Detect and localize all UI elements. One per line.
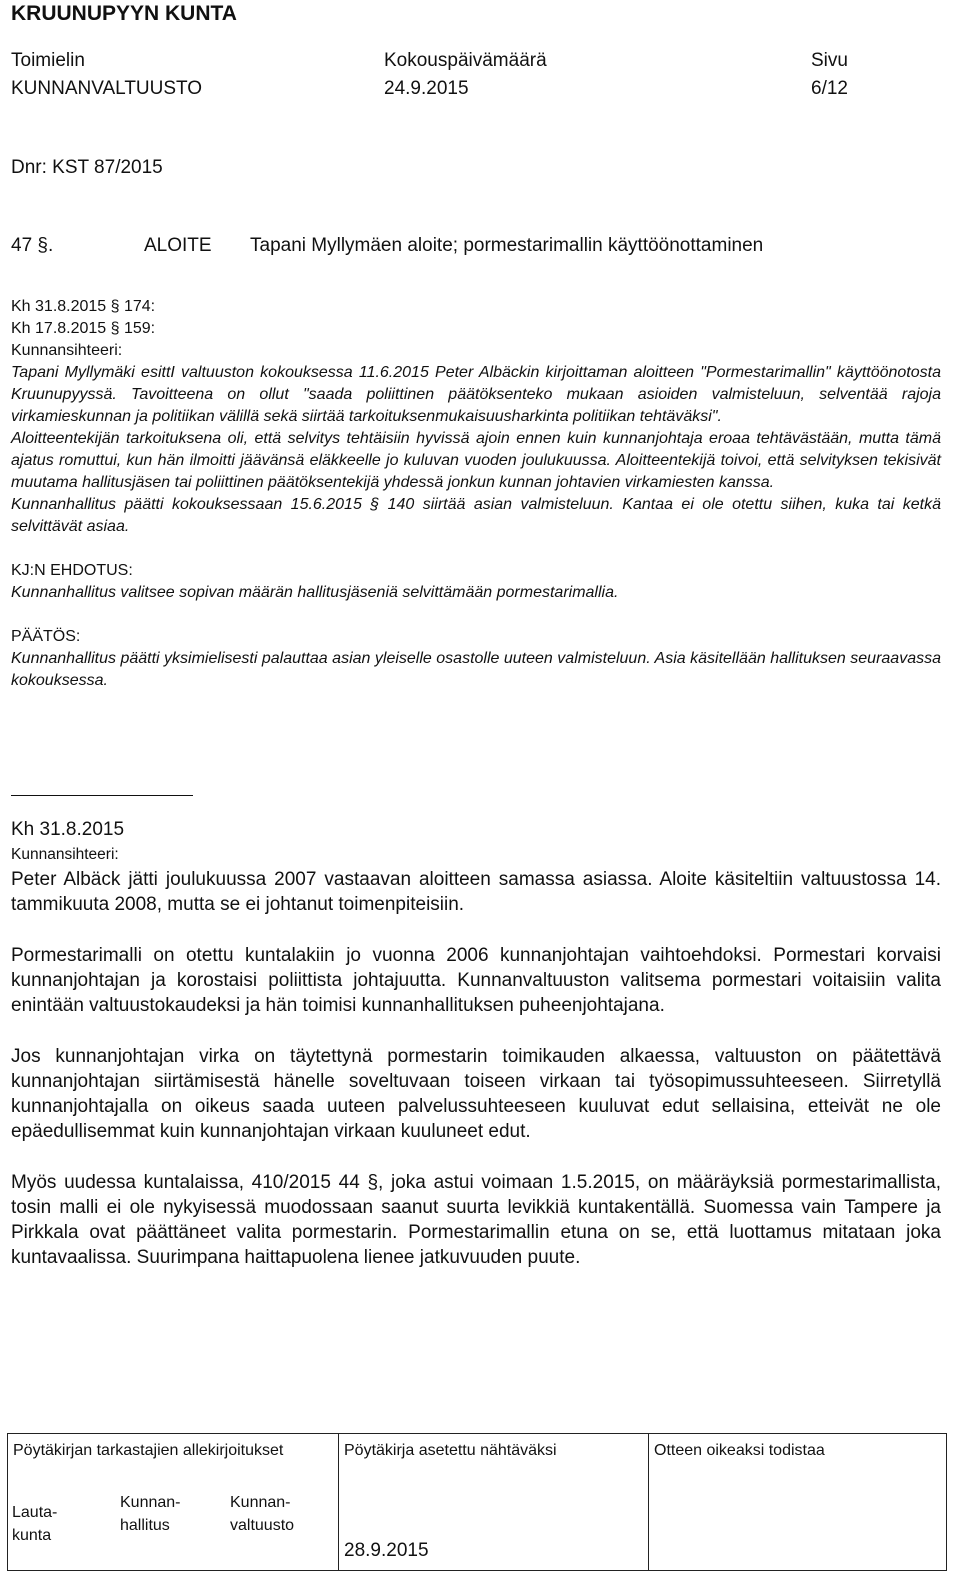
record-number: Dnr: KST 87/2015 xyxy=(11,157,163,178)
date-label: Kokouspäivämäärä xyxy=(384,50,547,71)
section-type: ALOITE xyxy=(144,235,212,256)
organ-value: KUNNANVALTUUSTO xyxy=(11,78,203,99)
footer-board-label-2: kunta xyxy=(12,1527,52,1544)
footer-posted-title: Pöytäkirja asetettu nähtäväksi xyxy=(344,1442,557,1459)
section-divider xyxy=(11,795,193,796)
footer-divider-1 xyxy=(338,1434,339,1570)
page-value: 6/12 xyxy=(811,78,848,99)
decision-text: Kunnanhallitus päätti yksimielisesti palauttaa asian yleiselle osastolle uuteen valmisteluun. Asia käsitellään hallituksen seuraavassa kokouksessa. xyxy=(11,650,941,689)
main-paragraph-2: Pormestarimalli on otettu kuntalakiin jo vuonna 2006 kunnanjohtajan vaihtoehdoksi. Pormestari korvaisi kunnanjohtajan ja korostaisi poliittista johtajuutta. Kunnanvaltuuston valitsema pormestari voitaisiin valita enintään valtuustokaudeksi ja hän toimisi kunnanhallituksen puheenjohtajana. xyxy=(11,945,941,1016)
footer-divider-2 xyxy=(648,1434,649,1570)
footer-assembly-label-2: valtuusto xyxy=(230,1517,295,1534)
footer-board-label-1: Lauta- xyxy=(12,1504,58,1521)
organization-name: KRUUNUPYYN KUNTA xyxy=(11,2,237,25)
section-title: Tapani Myllymäen aloite; pormestarimallin käyttöönottaminen xyxy=(250,235,764,256)
proposal-label: KJ:N EHDOTUS: xyxy=(11,562,133,579)
history-paragraph-2: Aloitteentekijän tarkoituksena oli, että selvitys tehtäisiin hyvissä ajoin ennen kuin kunnanjohtaja eroaa tehtävästään, mutta tämä ajatus romuttui, kun hän ilmoitti jäävänsä eläkkeelle jo kuluvan vuoden joulukuussa. Aloitteentekijä toivoi, että selvityksen tekisivät muutama hallitusjäsen tai poliittinen päätöksentekijä yhdessä jonkun kunnan johtavien virkamiesten kanssa. xyxy=(11,430,941,491)
kh-date: Kh 31.8.2015 xyxy=(11,819,125,840)
footer-council-label-2: hallitus xyxy=(120,1517,170,1534)
section-number: 47 §. xyxy=(11,235,54,256)
date-value: 24.9.2015 xyxy=(384,78,469,99)
signature-footer xyxy=(7,1433,947,1571)
organ-label: Toimielin xyxy=(11,50,85,71)
main-paragraph-1: Peter Albäck jätti joulukuussa 2007 vastaavan aloitteen samassa asiassa. Aloite käsiteltiin valtuustossa 14. tammikuuta 2008, mutta se ei johtanut toimenpiteisiin. xyxy=(11,869,941,915)
footer-assembly-label-1: Kunnan- xyxy=(230,1494,291,1511)
history-paragraph-1: Tapani Myllymäki esittI valtuuston kokouksessa 11.6.2015 Peter Albäckin kirjoittaman aloitteen "Pormestarimallin" käyttöönotosta Kruunupyyssä. Tavoitteena on ollut "saada poliittinen päätöksenteko mukaan asioiden valmisteluun, selventää rajoja virkamieskunnan ja politiikan välillä sekä siirtää tarkoituksenmukaisuusharkinta politiikan tehtäväksi". xyxy=(11,364,941,425)
main-block xyxy=(11,817,941,1270)
main-paragraph-4: Myös uudessa kuntalaissa, 410/2015 44 §, joka astui voimaan 1.5.2015, on määräyksiä pormestarimallista, tosin malli ei ole nykyisessä muodossaan saanut suurta levikkiä kuntakentällä. Suomessa vain Tampere ja Pirkkala ovat päättäneet valita pormestarin. Pormestarimallin etuna on se, että luottamus mitataan joka kuntavaalissa. Suurimpana haittapuolena lienee jatkuvuuden puute. xyxy=(11,1172,941,1268)
footer-signatures-title: Pöytäkirjan tarkastajien allekirjoitukset xyxy=(13,1442,284,1459)
secretary-label: Kunnansihteeri: xyxy=(11,846,119,863)
proposal-text: Kunnanhallitus valitsee sopivan määrän hallitusjäseniä selvittämään pormestarimallia. xyxy=(11,584,619,601)
footer-council-label-1: Kunnan- xyxy=(120,1494,181,1511)
history-block xyxy=(11,296,941,692)
history-kh-entry-1: Kh 31.8.2015 § 174: xyxy=(11,298,156,315)
history-kh-entry-2: Kh 17.8.2015 § 159: xyxy=(11,320,156,337)
page-label: Sivu xyxy=(811,50,848,71)
main-paragraph-3: Jos kunnanjohtajan virka on täytettynä pormestarin toimikauden alkaessa, valtuuston on päätettävä kunnanjohtajan siirtämisestä hänelle soveltuvaan toiseen virkaan tai työsopimussuhteeseen. Siirretyllä kunnanjohtajalla on oikeus saada uuteen palvelussuhteeseen kuuluvat edut sellaisina, etteivät ne ole epäedullisemmat kuin kunnanjohtajan virkaan kuuluneet edut. xyxy=(11,1046,941,1142)
history-secretary-label: Kunnansihteeri: xyxy=(11,342,123,359)
history-paragraph-3: Kunnanhallitus päätti kokouksessaan 15.6.2015 § 140 siirtää asian valmisteluun. Kantaa ei ole otettu siihen, kuka tai ketkä selvittävät asiaa. xyxy=(11,496,941,535)
footer-posted-date: 28.9.2015 xyxy=(344,1540,429,1561)
decision-label: PÄÄTÖS: xyxy=(11,628,81,645)
footer-certified-title: Otteen oikeaksi todistaa xyxy=(654,1442,825,1459)
